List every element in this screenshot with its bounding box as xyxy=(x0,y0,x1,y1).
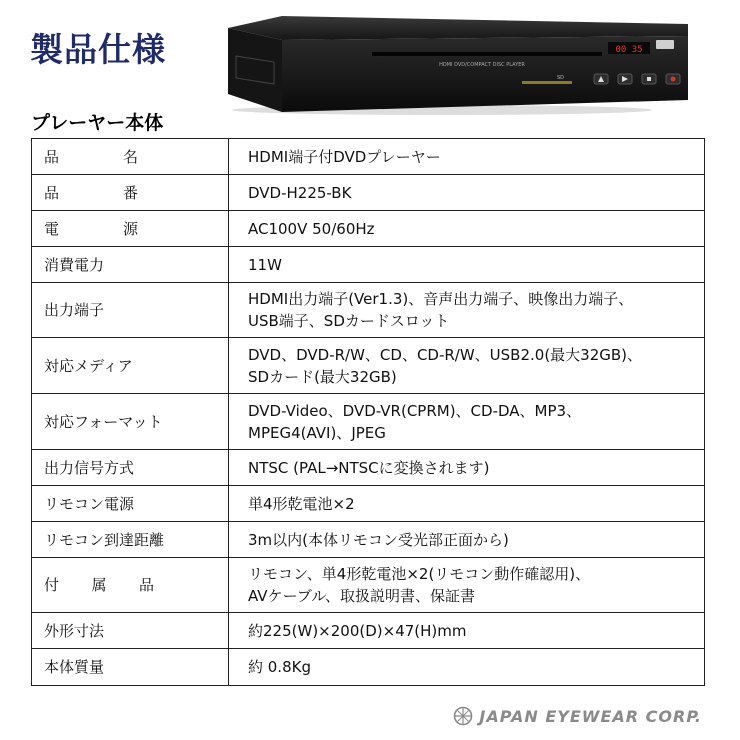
table-row xyxy=(32,175,705,211)
row-label: 本体質量 xyxy=(32,649,229,686)
row-value: NTSC (PAL→NTSCに変換されます) xyxy=(229,450,705,486)
table-row xyxy=(32,139,705,175)
sd-slot-label: SD xyxy=(557,75,565,81)
power-icon xyxy=(671,77,676,82)
row-label: 電 源 xyxy=(32,211,229,247)
table-row xyxy=(32,522,705,558)
row-label: 外形寸法 xyxy=(32,613,229,649)
row-value: 約225(W)×200(D)×47(H)mm xyxy=(229,613,705,649)
table-row xyxy=(32,450,705,486)
front-label: HDMI DVD/COMPACT DISC PLAYER xyxy=(439,62,525,68)
table-row xyxy=(32,558,705,613)
table-row xyxy=(32,613,705,649)
row-label: 品 名 xyxy=(32,139,229,175)
logo-text: JAPAN EYEWEAR CORP. xyxy=(479,706,702,726)
table-row xyxy=(32,247,705,283)
stop-icon xyxy=(647,77,651,81)
table-row xyxy=(32,211,705,247)
row-label: 対応メディア xyxy=(32,338,229,394)
display-readout: 00 35 xyxy=(615,45,643,55)
row-value: 単4形乾電池×2 xyxy=(229,486,705,522)
table-row xyxy=(32,649,705,686)
table-row xyxy=(32,486,705,522)
row-label: リモコン到達距離 xyxy=(32,522,229,558)
row-label: リモコン電源 xyxy=(32,486,229,522)
page-title: 製品仕様 xyxy=(30,30,166,69)
company-logo xyxy=(453,706,702,726)
row-value: DVD-Video、DVD-VR(CPRM)、CD-DA、MP3、 MPEG4(AVI)、JPEG xyxy=(229,394,705,450)
row-label: 付 属 品 xyxy=(32,558,229,613)
row-label: 消費電力 xyxy=(32,247,229,283)
row-label: 出力信号方式 xyxy=(32,450,229,486)
spec-table xyxy=(31,138,705,686)
row-label: 対応フォーマット xyxy=(32,394,229,450)
row-label: 品 番 xyxy=(32,175,229,211)
row-value: HDMI出力端子(Ver1.3)、音声出力端子、映像出力端子、 USB端子、SDカードスロット xyxy=(229,283,705,338)
row-value: 11W xyxy=(229,247,705,283)
table-row xyxy=(32,394,705,450)
section-title: プレーヤー本体 xyxy=(31,112,164,134)
table-row xyxy=(32,283,705,338)
table-row xyxy=(32,338,705,394)
lens-emblem-icon xyxy=(453,706,473,726)
row-value: 3m以内(本体リモコン受光部正面から) xyxy=(229,522,705,558)
dvd-player-image xyxy=(222,10,692,116)
row-value: 約 0.8Kg xyxy=(229,649,705,686)
row-value: HDMI端子付DVDプレーヤー xyxy=(229,139,705,175)
row-value: DVD、DVD-R/W、CD、CD-R/W、USB2.0(最大32GB)、 SDカード(最大32GB) xyxy=(229,338,705,394)
row-value: DVD-H225-BK xyxy=(229,175,705,211)
row-value: リモコン、単4形乾電池×2(リモコン動作確認用)、 AVケーブル、取扱説明書、保証書 xyxy=(229,558,705,613)
row-value: AC100V 50/60Hz xyxy=(229,211,705,247)
row-label: 出力端子 xyxy=(32,283,229,338)
